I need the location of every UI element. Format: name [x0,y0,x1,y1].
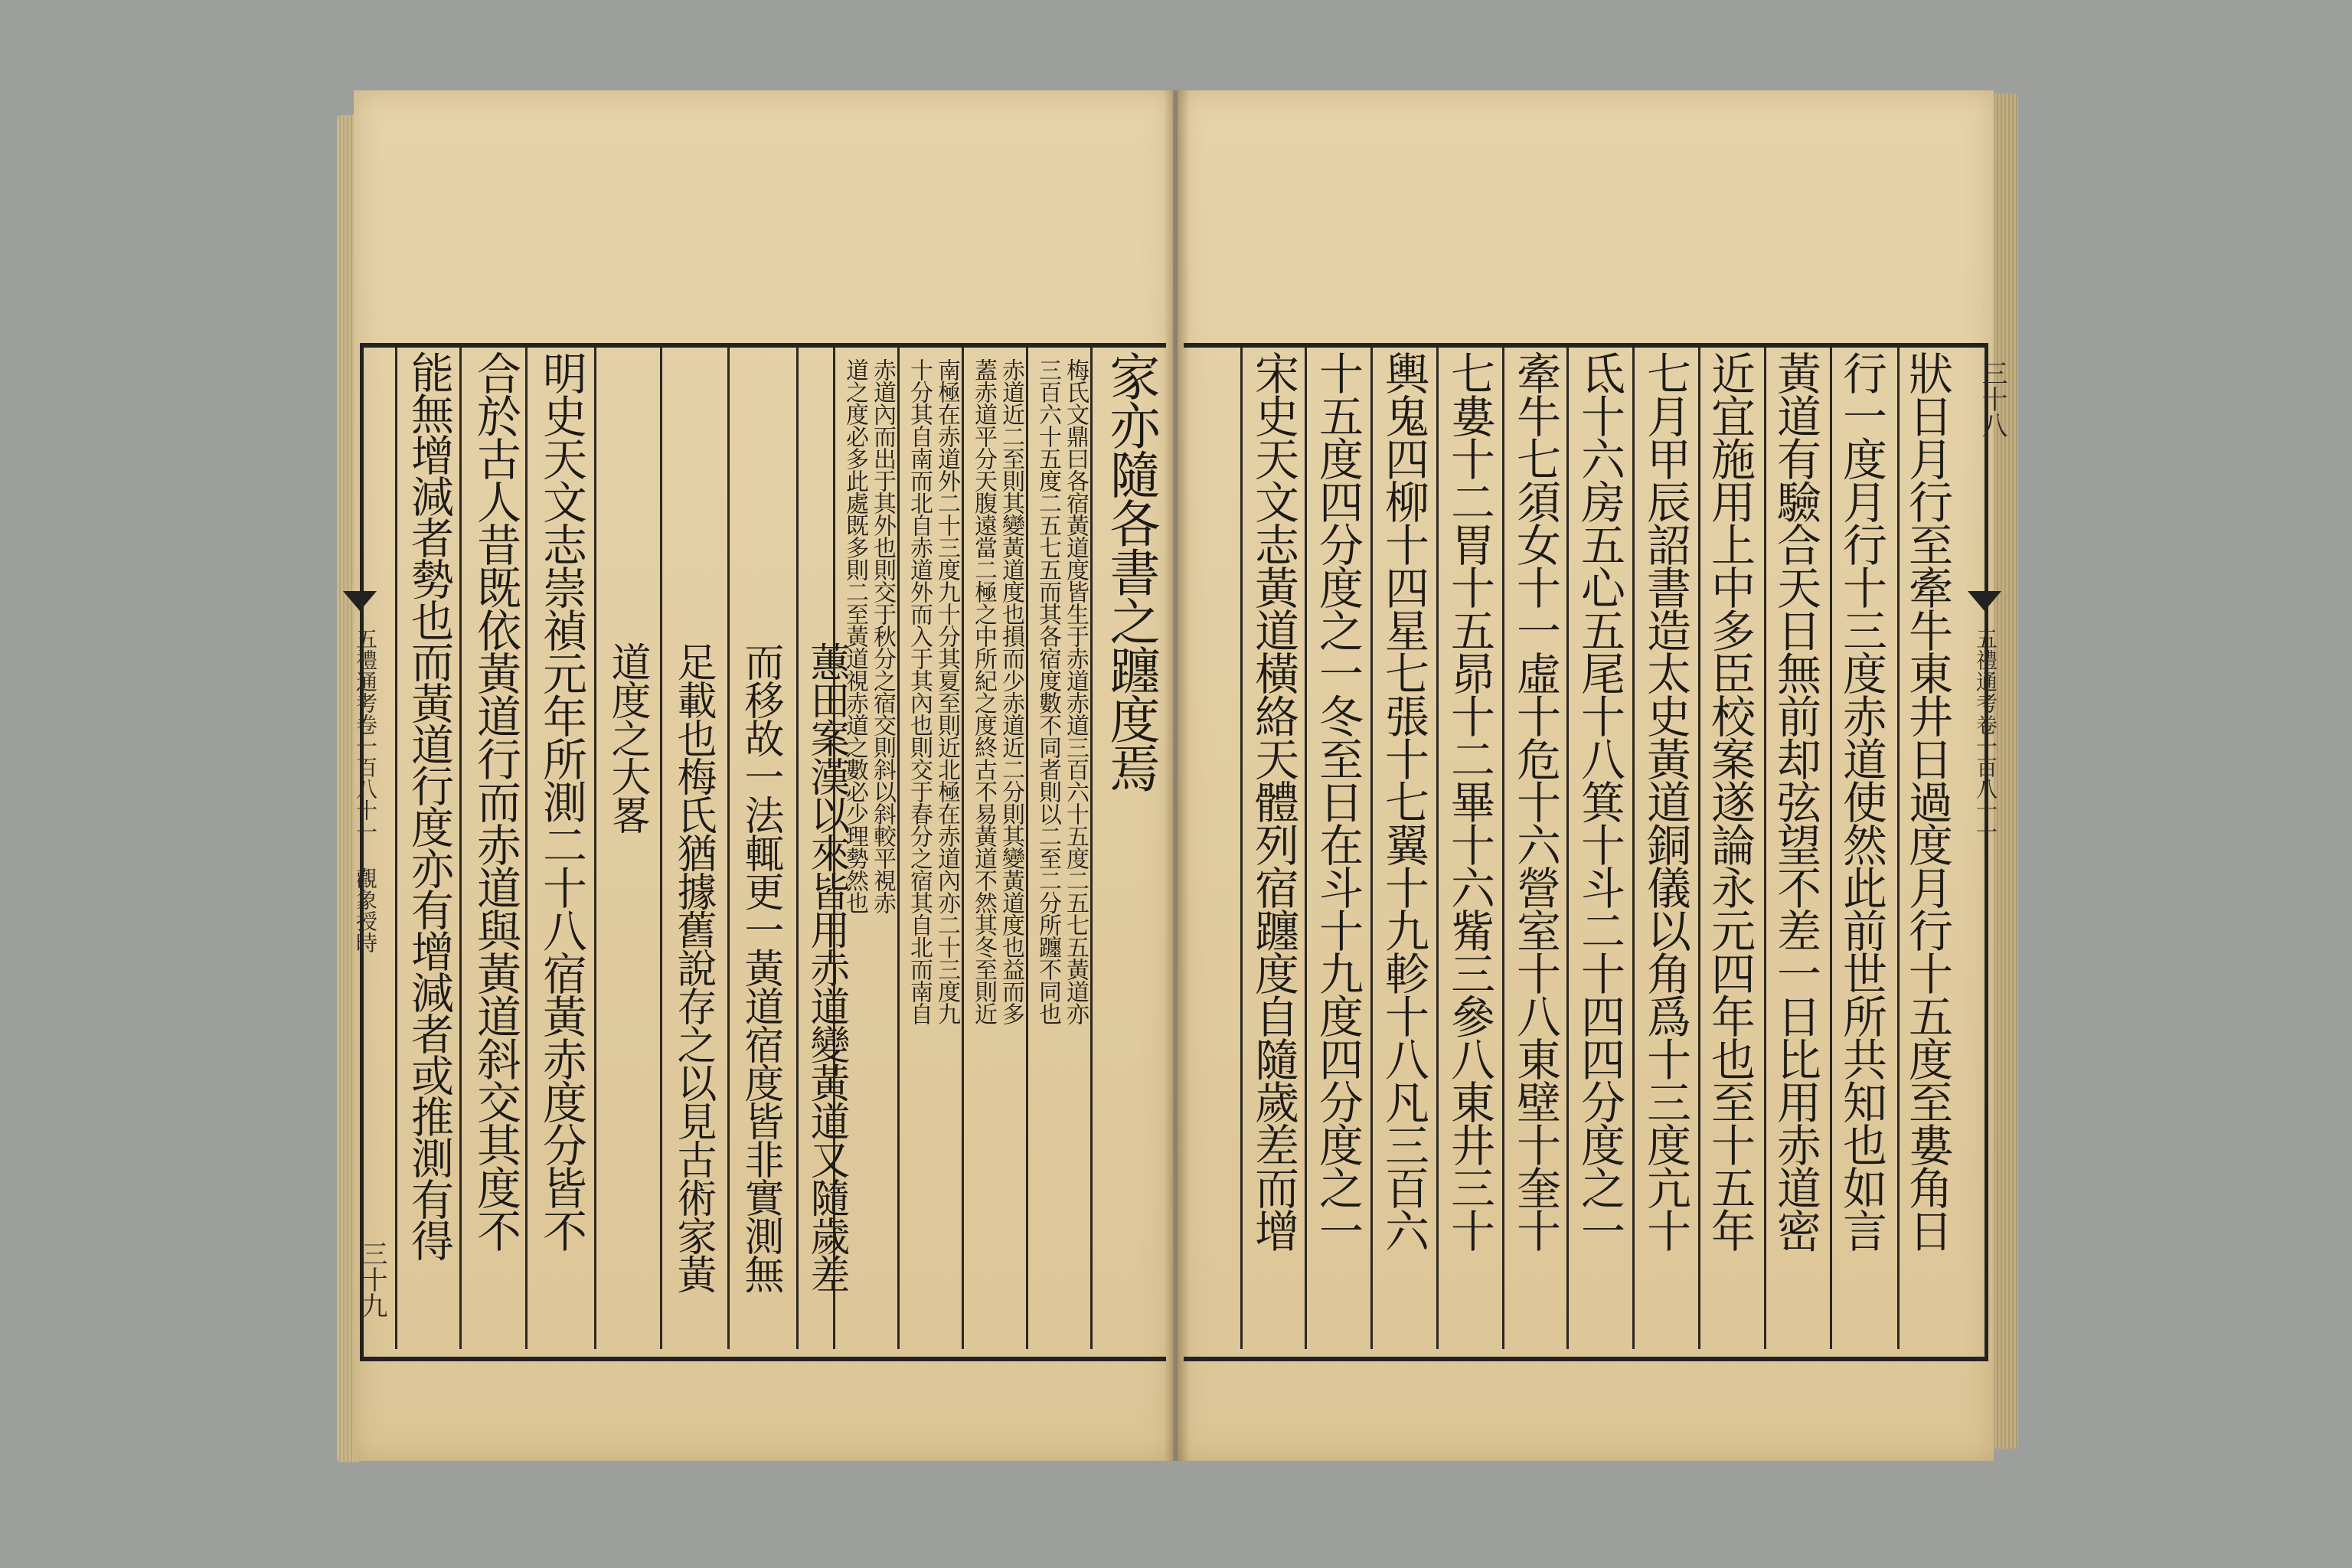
right-col-8: 七婁十二胃十五昴十二畢十六觜三參八東井三十 [1443,351,1495,1251]
right-col-7: 牽牛七須女十一虛十危十六營室十八東壁十奎十 [1509,351,1561,1251]
left-col-13: 道度之大畧 [604,642,650,833]
left-rule-3 [962,346,964,1349]
right-col-9: 輿鬼四柳十四星七張十七翼十九軫十八凡三百六 [1377,351,1429,1251]
left-rule-9 [594,346,596,1349]
left-rule-4 [897,346,900,1349]
right-rule-2 [1830,346,1832,1349]
left-col-12: 足載也梅氏猶據舊說存之以見古術家黃 [670,642,716,1292]
right-rule-4 [1698,346,1700,1349]
right-col-2: 行一度月行十三度赤道使然此前世所共知也如言 [1835,351,1887,1251]
right-page-number: 三十八 [1977,360,2007,438]
left-col-6: 南極在赤道外二十三度九十分其夏至則近北極在赤道內亦二十三度九 [933,358,960,1024]
left-rule-6 [796,346,799,1349]
left-col-10: 蕙田案漢以來皆用赤道變黃道又隨歲差 [803,642,849,1292]
left-col-16: 能無增減者勢也而黃道行度亦有增減者或推測有得 [404,351,454,1260]
right-col-3: 黃道有驗合天日無前却弦望不差一日比用赤道密 [1769,351,1821,1251]
left-rule-12 [395,346,397,1349]
left-page-number: 三十九 [357,1240,387,1318]
right-page-heart: 五禮通考卷一百八十一 [1973,628,1998,842]
left-rule-8 [660,346,662,1349]
left-col-9: 道之度必多此處既多則二至黃道視赤道之數必少理勢然也 [841,358,868,913]
left-rule-2 [1026,346,1028,1349]
fish-tail-mark-right [1968,591,2001,611]
left-col-14: 明史天文志崇禎元年所測二十八宿黃赤度分皆不 [535,351,587,1251]
right-rule-7 [1502,346,1504,1349]
right-rule-3 [1764,346,1766,1349]
left-col-1: 家亦隨各書之躔度焉 [1101,351,1160,792]
left-col-15: 合於古人昔既依黃道行而赤道與黃道斜交其度不 [469,351,521,1251]
left-rule-11 [459,346,462,1349]
right-col-1: 狀日月行至牽牛東井日過度月行十五度至婁角日 [1901,351,1953,1251]
right-rule-1 [1897,346,1900,1349]
right-col-6: 氐十六房五心五尾十八箕十斗二十四四分度之一 [1573,351,1625,1251]
right-rule-10 [1305,346,1307,1349]
right-rule-5 [1632,346,1635,1349]
right-rule-11 [1240,346,1243,1349]
left-col-8: 赤道內而出于其外也則交于秋分之宿交則斜以斜較平視赤 [869,358,896,913]
left-page-heart: 五禮通考卷一百八十一 觀象授時 [353,628,378,953]
left-col-7: 十分其自南而北自赤道外而入于其內也則交于春分之宿其自北而南自 [906,358,933,1024]
left-col-5: 蓋赤道平分天腹遠當二極之中所紀之度終古不易黃道不然其冬至則近 [970,358,997,1024]
left-rule-7 [727,346,730,1349]
right-col-5: 七月甲辰詔書造太史黃道銅儀以角爲十三度亢十 [1639,351,1691,1251]
right-rule-8 [1436,346,1439,1349]
left-col-3: 三百六十五度二五七五而其各宿度數不同者則以二至二分所躔不同也 [1034,358,1061,1024]
left-rule-1 [1090,346,1093,1349]
right-col-4: 近宜施用上中多臣校案遂論永元四年也至十五年 [1704,351,1756,1251]
right-rule-6 [1566,346,1569,1349]
left-col-2: 梅氏文鼎曰各宿黃道度皆生于赤道赤道三百六十五度二五七五黃道亦 [1062,358,1089,1024]
right-col-10: 十五度四分度之一冬至日在斗十九度四分度之一 [1312,351,1364,1251]
left-col-4: 赤道近二至則其變黃道度也損而少赤道近二分則其變黃道度也益而多 [998,358,1024,1024]
fish-tail-mark-left [343,591,377,611]
left-rule-10 [525,346,528,1349]
right-rule-9 [1370,346,1373,1349]
left-col-11: 而移故一法輒更一黃道宿度皆非實測無 [737,642,783,1292]
right-col-11: 宋史天文志黃道橫絡天體列宿躔度自隨歲差而增 [1247,351,1299,1251]
